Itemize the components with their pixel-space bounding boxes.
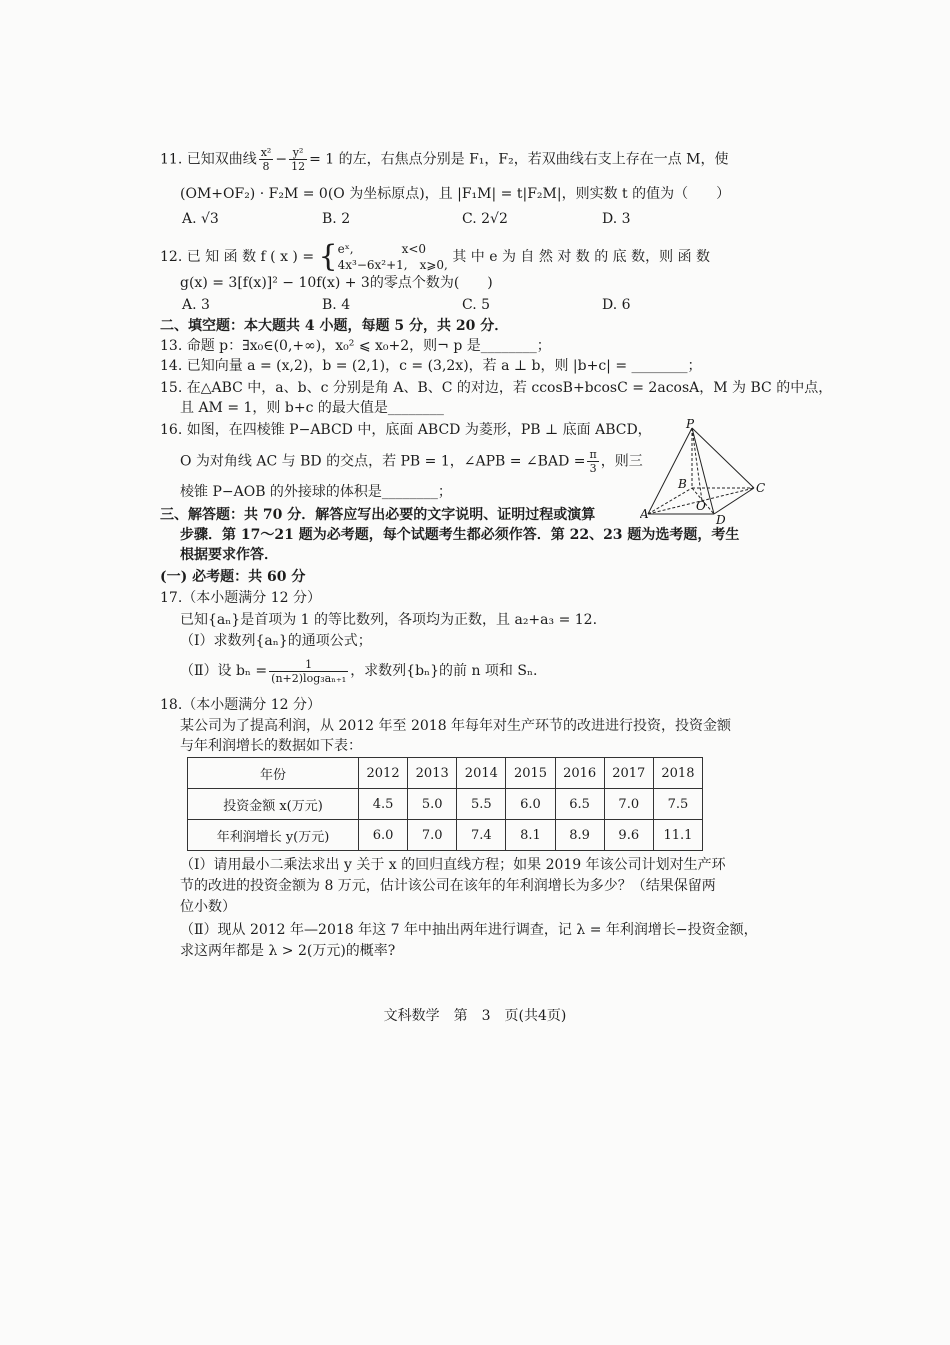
table-cell: 6.0	[506, 789, 555, 820]
label-b: B	[678, 477, 687, 491]
q12-cases: eˣ, x<0 4x³−6x²+1, x⩾0,	[337, 242, 448, 272]
section3-line1: 三、解答题：共 70 分．解答应写出必要的文字说明、证明过程或演算	[160, 507, 596, 523]
q16-line2: O 为对角线 AC 与 BD 的交点，若 PB = 1，∠APB = ∠BAD = $\frac{\pi}{3}$ ，则三	[180, 448, 643, 475]
table-row	[188, 820, 703, 851]
part1-heading: (一) 必考题：共 60 分	[160, 569, 306, 585]
q16-line3: 棱锥 P−AOB 的外接球的体积是________；	[180, 484, 452, 500]
table-cell: 6.0	[359, 820, 408, 851]
q18-part1-line1: （Ⅰ）请用最小二乘法求出 y 关于 x 的回归直线方程；如果 2019 年该公司计划对生产环	[180, 857, 726, 873]
table-row	[188, 758, 703, 789]
q14: 14. 已知向量 a = (x,2)，b = (2,1)，c = (3,2x)，若 a ⊥ b，则 |b+c| = ________；	[160, 358, 702, 374]
q13: 13. 命题 p：∃x₀∈(0,+∞)，x₀² ⩽ x₀+2，则¬ p 是________；	[160, 338, 551, 354]
q17-part1: （Ⅰ）求数列{aₙ}的通项公式；	[180, 633, 372, 649]
q12-option-a: A. 3	[182, 297, 210, 313]
q11-line2: (OM+OF₂) · F₂M = 0(O 为坐标原点)，且 |F₁M| = t|F₂M|，则实数 t 的值为（ ）	[180, 186, 731, 202]
edge-pc	[692, 428, 754, 488]
data-table	[187, 757, 703, 851]
section2-heading: 二、填空题：本大题共 4 小题，每题 5 分，共 20 分．	[160, 318, 509, 334]
q12-brace: {	[318, 239, 338, 274]
q16-line1: 16. 如图，在四棱锥 P−ABCD 中，底面 ABCD 为菱形，PB ⊥ 底面 ABCD，	[160, 422, 652, 438]
table-cell: 2014	[457, 758, 506, 789]
q11-frac-y: $\frac{\text{y²}}{12}$	[291, 146, 306, 173]
table-cell: 2017	[604, 758, 653, 789]
section3-line3: 根据要求作答．	[180, 547, 278, 563]
table-cell: 7.0	[604, 789, 653, 820]
q16-frac: $\frac{\pi}{3}$	[589, 448, 597, 475]
q17-head: 17.（本小题满分 12 分）	[160, 590, 321, 606]
table-cell: 9.6	[604, 820, 653, 851]
q12-line2: g(x) = 3[f(x)]² − 10f(x) + 3的零点个数为( )	[180, 275, 493, 291]
table-cell: 2012	[359, 758, 408, 789]
q11-stem-a: 已知双曲线	[186, 151, 257, 168]
q11-option-c: C. 2√2	[462, 211, 508, 227]
q18-part1-line3: 位小数）	[180, 899, 236, 915]
q11-option-d: D. 3	[602, 211, 631, 227]
table-label-profit: 年利润增长 y(万元)	[188, 820, 359, 851]
q12-option-d: D. 6	[602, 297, 631, 313]
table-label-investment: 投资金额 x(万元)	[188, 789, 359, 820]
label-c: C	[756, 481, 766, 495]
q11-stem-b: = 1 的左，右焦点分别是 F₁，F₂，若双曲线右支上存在一点 M，使	[309, 151, 729, 168]
label-a: A	[640, 507, 649, 521]
table-cell: 11.1	[653, 820, 702, 851]
q18-part2-line1: （Ⅱ）现从 2012 年—2018 年这 7 年中抽出两年进行调查，记 λ = 年利润增长−投资金额，	[180, 922, 758, 938]
table-cell: 8.9	[555, 820, 604, 851]
q15-line2: 且 AM = 1，则 b+c 的最大值是________	[180, 400, 444, 416]
table-cell: 2013	[408, 758, 457, 789]
table-cell: 8.1	[506, 820, 555, 851]
q15-line1: 15. 在△ABC 中，a、b、c 分别是角 A、B、C 的对边，若 ccosB+bcosC = 2acosA，M 为 BC 的中点，	[160, 380, 833, 396]
q18-part1-line2: 节的改进的投资金额为 8 万元，估计该公司在该年的年利润增长为多少？（结果保留两	[180, 878, 716, 894]
page-footer: 文科数学 第 3 页(共4页)	[383, 1008, 567, 1024]
q12-stem-a: 已 知 函 数 f ( x ) =	[186, 249, 315, 265]
label-o: O	[696, 499, 706, 513]
q17-part2: （Ⅱ）设 bₙ = $\frac{1}{\text{(n+2)log₃aₙ₊₁}}$ ，求数列{bₙ}的前 n 项和 Sₙ.	[180, 657, 538, 685]
q18-part2-line2: 求这两年都是 λ > 2(万元)的概率?	[180, 943, 396, 959]
section3-line2: 步骤．第 17～21 题为必考题，每个试题考生都必须作答．第 22、23 题为选考题，考生	[180, 527, 740, 543]
q12-number: 12.	[160, 249, 183, 265]
table-cell: 2015	[506, 758, 555, 789]
pyramid-figure	[640, 418, 770, 526]
q17-stem: 已知{aₙ}是首项为 1 的等比数列，各项均为正数，且 a₂+a₃ = 12.	[180, 612, 598, 628]
edge-dc	[714, 488, 754, 514]
table-cell: 6.5	[555, 789, 604, 820]
table-cell: 7.0	[408, 820, 457, 851]
table-cell: 5.5	[457, 789, 506, 820]
label-d: D	[716, 513, 726, 526]
table-cell: 2018	[653, 758, 702, 789]
q12-option-c: C. 5	[462, 297, 491, 313]
q18-head: 18.（本小题满分 12 分）	[160, 697, 321, 713]
q18-stem-line2: 与年利润增长的数据如下表：	[180, 738, 362, 754]
table-row	[188, 789, 703, 820]
q12-option-b: B. 4	[322, 297, 351, 313]
q12-line1	[160, 240, 710, 274]
q11-line1: 11. 已知双曲线 $\frac{\text{x²}}{8}$ − $\frac{\text{y²}}{12}$ = 1 的左，右焦点分别是 F₁，F₂，若双曲线右支上存在一点 M，使	[160, 146, 729, 173]
table-cell: 5.0	[408, 789, 457, 820]
table-cell: 4.5	[359, 789, 408, 820]
q18-stem-line1: 某公司为了提高利润，从 2012 年至 2018 年每年对生产环节的改进进行投资，投资金额	[180, 718, 732, 734]
table-cell: 7.4	[457, 820, 506, 851]
label-p: P	[686, 418, 695, 431]
q17-frac: $\frac{1}{\text{(n+2)log₃aₙ₊₁}}$	[271, 657, 347, 685]
q11-option-a: A. √3	[182, 211, 219, 227]
table-header-year: 年份	[188, 758, 359, 789]
table-cell: 2016	[555, 758, 604, 789]
q11-frac-x: $\frac{\text{x²}}{8}$	[260, 146, 272, 173]
q11-number: 11.	[160, 151, 183, 168]
q12-stem-b: 其 中 e 为 自 然 对 数 的 底 数，则 函 数	[452, 249, 711, 265]
q11-option-b: B. 2	[322, 211, 351, 227]
table-cell: 7.5	[653, 789, 702, 820]
